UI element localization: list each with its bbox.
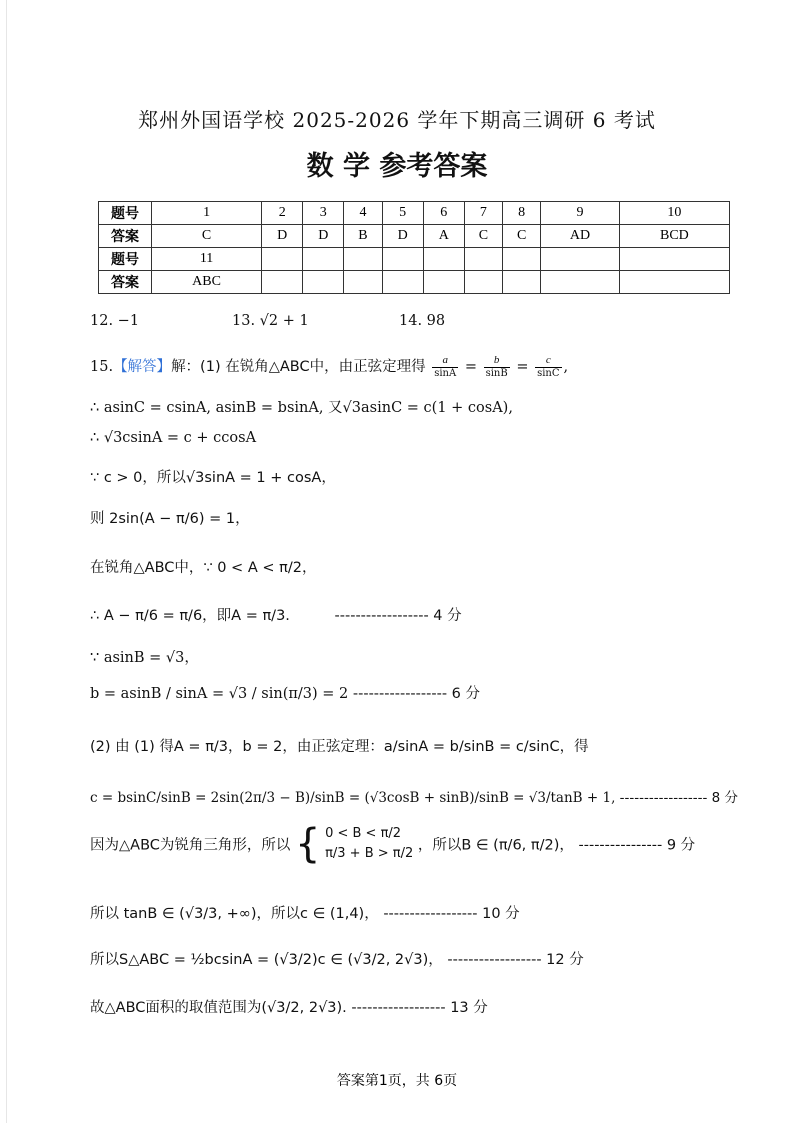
solution-text: b = asinB / sinA = √3 / sin(π/3) = 2 [90,686,349,702]
solution-line-2: ∴ asinC = csinA, asinB = bsinA, 又√3asinC = c(1 + cosA), [90,400,513,416]
table-cell: 11 [152,248,262,271]
solution-line-9 [90,682,480,703]
table-cell: 4 [344,202,382,225]
solution-text: 因为△ABC为锐角三角形，所以 [90,837,291,854]
table-cell [303,248,344,271]
solution-line-11 [90,786,738,806]
table-cell: C [503,225,541,248]
solution-text: 故△ABC面积的取值范围为(√3/2, 2√3). [90,1000,347,1016]
solution-line-8: ∵ asinB = √3， [90,650,199,666]
score-mark: ------------------ 6 分 [352,686,480,702]
answer-q13: 13. √2 + 1 [232,313,309,329]
table-cell: ABC [152,271,262,294]
solution-text: 所以 tanB ∈ (√3/3, +∞)，所以c ∈ (1,4)， [90,906,379,922]
inequality-2: π/3 + B > π/2 [325,846,414,861]
table-cell [262,248,303,271]
table-cell: C [152,225,262,248]
solution-line-12 [90,821,696,867]
solution-line-10: (2) 由 (1) 得A = π/3，b = 2，由正弦定理：a/sinA = b/sinB = c/sinC，得 [90,739,589,755]
table-cell: 6 [423,202,464,225]
table-cell [503,248,541,271]
table-cell [541,248,619,271]
answer-q14: 14. 98 [399,313,446,329]
table-cell [464,248,502,271]
solution-line-4: ∵ c > 0，所以√3sinA = 1 + cosA， [90,470,336,486]
sine-rule-fraction: $\frac{a}{\sin A}$ [434,354,457,379]
table-cell [262,271,303,294]
answer-table [98,201,730,294]
question-number: 15. [90,359,114,375]
solution-line-7 [90,604,462,625]
table-cell [503,271,541,294]
table-cell: 3 [303,202,344,225]
table-cell: 7 [464,202,502,225]
solution-text: ∴ A − π/6 = π/6，即A = π/3. [90,608,290,624]
table-row [99,202,730,225]
table-cell: 9 [541,202,619,225]
solution-line-14 [90,948,584,969]
table-row-header: 答案 [99,271,152,294]
table-cell [619,271,729,294]
score-mark: ------------------ 12 分 [447,952,584,968]
table-cell [541,271,619,294]
table-cell: D [303,225,344,248]
solution-line-6: 在锐角△ABC中，∵ 0 < A < π/2， [90,560,317,576]
table-cell [382,248,423,271]
answer-tag: 【解答】 [113,359,172,375]
page-subtitle: 数 学 参考答案 [306,151,488,182]
score-mark: ---------------- 9 分 [578,837,696,854]
sine-rule-fraction: $\frac{c}{\sin C}$ [537,354,560,379]
table-cell: 1 [152,202,262,225]
page-footer: 答案第1页，共 6页 [336,1073,458,1089]
sine-rule-fraction: $\frac{b}{\sin B}$ [485,354,508,379]
table-row-header: 题号 [99,248,152,271]
score-mark: ------------------ 4 分 [334,608,462,624]
table-cell: 8 [503,202,541,225]
score-mark: ------------------ 13 分 [351,1000,488,1016]
system-brace: { [295,821,321,867]
table-cell [382,271,423,294]
table-row [99,248,730,271]
solution-text: ，所以B ∈ (π/6, π/2)， [417,837,574,854]
score-mark: ------------------ 10 分 [383,906,520,922]
table-cell [423,271,464,294]
table-cell: C [464,225,502,248]
table-cell: 10 [619,202,729,225]
page-title: 郑州外国语学校 2025-2026 学年下期高三调研 6 考试 [138,108,656,132]
solution-line-3: ∴ √3csinA = c + ccosA [90,430,257,446]
solution-intro: 解：(1) 在锐角△ABC中，由正弦定理得 [171,359,426,375]
solution-line-13 [90,902,520,923]
table-row-header: 题号 [99,202,152,225]
inequality-system [325,824,413,864]
table-cell [344,248,382,271]
table-row-header: 答案 [99,225,152,248]
solution-line-5: 则 2sin(A − π/6) = 1， [90,511,250,527]
table-cell [303,271,344,294]
table-cell: 5 [382,202,423,225]
table-cell [619,248,729,271]
table-cell [464,271,502,294]
table-cell [423,248,464,271]
solution-text: c = bsinC/sinB = 2sin(2π/3 − B)/sinB = (√3cosB + sinB)/sinB = √3/tanB + 1, [90,790,616,806]
table-cell: D [382,225,423,248]
answer-q12: 12. −1 [90,313,140,329]
score-mark: ------------------ 8 分 [619,790,739,806]
table-row [99,225,730,248]
table-cell: B [344,225,382,248]
solution-line-15 [90,996,488,1017]
table-cell: A [423,225,464,248]
solution-line-1: 15.【解答】解：(1) 在锐角△ABC中，由正弦定理得 $\frac{a}{\sin A}$ = $\frac{b}{\sin B}$ = $\frac{c}{\sin C}$ , [90,354,569,379]
table-cell: 2 [262,202,303,225]
table-cell: D [262,225,303,248]
inequality-1: 0 < B < π/2 [325,826,402,841]
table-cell: AD [541,225,619,248]
table-row [99,271,730,294]
table-cell: BCD [619,225,729,248]
table-cell [344,271,382,294]
solution-text: 所以S△ABC = ½bcsinA = (√3/2)c ∈ (√3/2, 2√3)， [90,952,443,968]
